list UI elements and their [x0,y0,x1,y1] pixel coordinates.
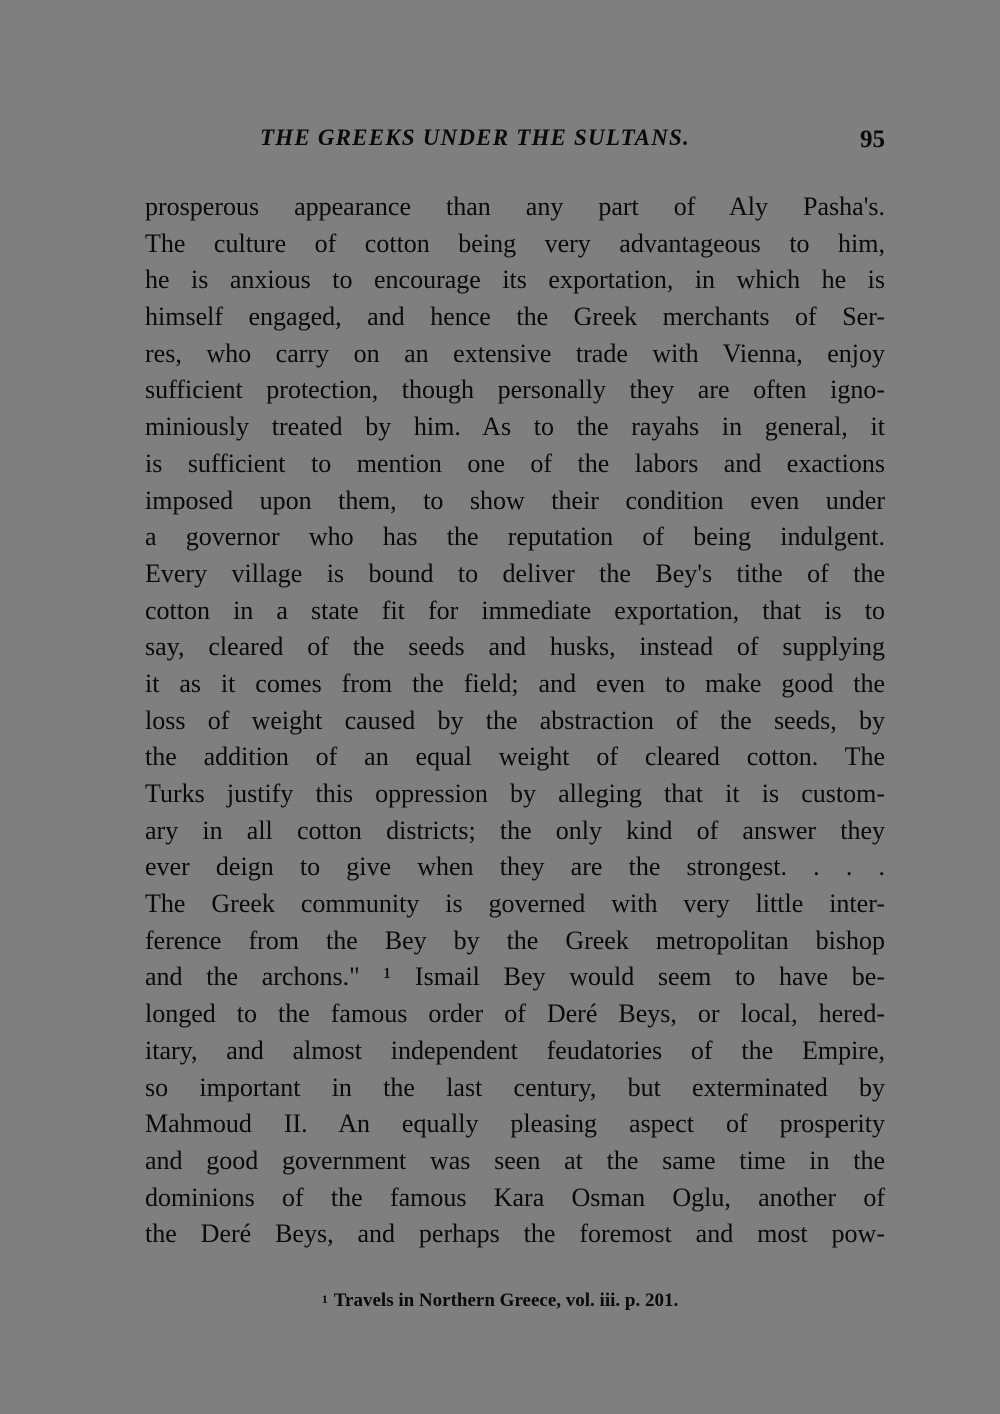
text-line: dominions of the famous Kara Osman Oglu, another of [145,1182,885,1212]
footnote-marker: 1 [321,1292,328,1306]
text-line: it as it comes from the field; and even to make good the [145,668,885,698]
text-line: ary in all cotton districts; the only kind of answer they [145,815,885,845]
text-line: imposed upon them, to show their condition even under [145,485,885,515]
text-line: say, cleared of the seeds and husks, instead of supplying [145,632,885,662]
text-line: The Greek community is governed with very little inter- [145,889,885,919]
running-head [145,118,885,158]
text-line: the Deré Beys, and perhaps the foremost and most pow- [145,1219,885,1249]
text-line: longed to the famous order of Deré Beys, or local, hered- [145,999,885,1029]
text-line: and good government was seen at the same time in the [145,1145,885,1175]
body-text [145,189,885,1253]
footnote-text: Travels in Northern Greece, vol. iii. p. 201. [333,1290,679,1311]
text-line: cotton in a state fit for immediate exportation, that is to [145,595,885,625]
text-line: and the archons." ¹ Ismail Bey would seem to have be- [145,962,885,992]
text-line: ference from the Bey by the Greek metropolitan bishop [145,925,885,955]
text-line: he is anxious to encourage its exportation, in which he is [145,265,885,295]
footnote [0,1286,1000,1316]
text-line: res, who carry on an extensive trade with Vienna, enjoy [145,338,885,368]
text-line: itary, and almost independent feudatories of the Empire, [145,1035,885,1065]
text-line: Every village is bound to deliver the Bey's tithe of the [145,558,885,588]
running-title: THE GREEKS UNDER THE SULTANS. [260,125,690,150]
text-line: miniously treated by him. As to the rayahs in general, it [145,412,885,442]
text-line: is sufficient to mention one of the labors and exactions [145,448,885,478]
text-line: sufficient protection, though personally they are often igno- [145,375,885,405]
text-line: himself engaged, and hence the Greek merchants of Ser- [145,302,885,332]
text-line: Turks justify this oppression by alleging that it is custom- [145,779,885,808]
page-number: 95 [860,126,885,153]
text-line: loss of weight caused by the abstraction of the seeds, by [145,705,885,735]
text-line: prosperous appearance than any part of Aly Pasha's. [145,192,885,221]
text-line: ever deign to give when they are the strongest. . . . [145,852,885,882]
text-line: a governor who has the reputation of being indulgent. [145,522,885,552]
text-line: The culture of cotton being very advantageous to him, [145,228,885,258]
text-line: Mahmoud II. An equally pleasing aspect of prosperity [145,1109,885,1139]
text-line: the addition of an equal weight of cleared cotton. The [145,742,885,772]
text-line: so important in the last century, but exterminated by [145,1072,885,1102]
